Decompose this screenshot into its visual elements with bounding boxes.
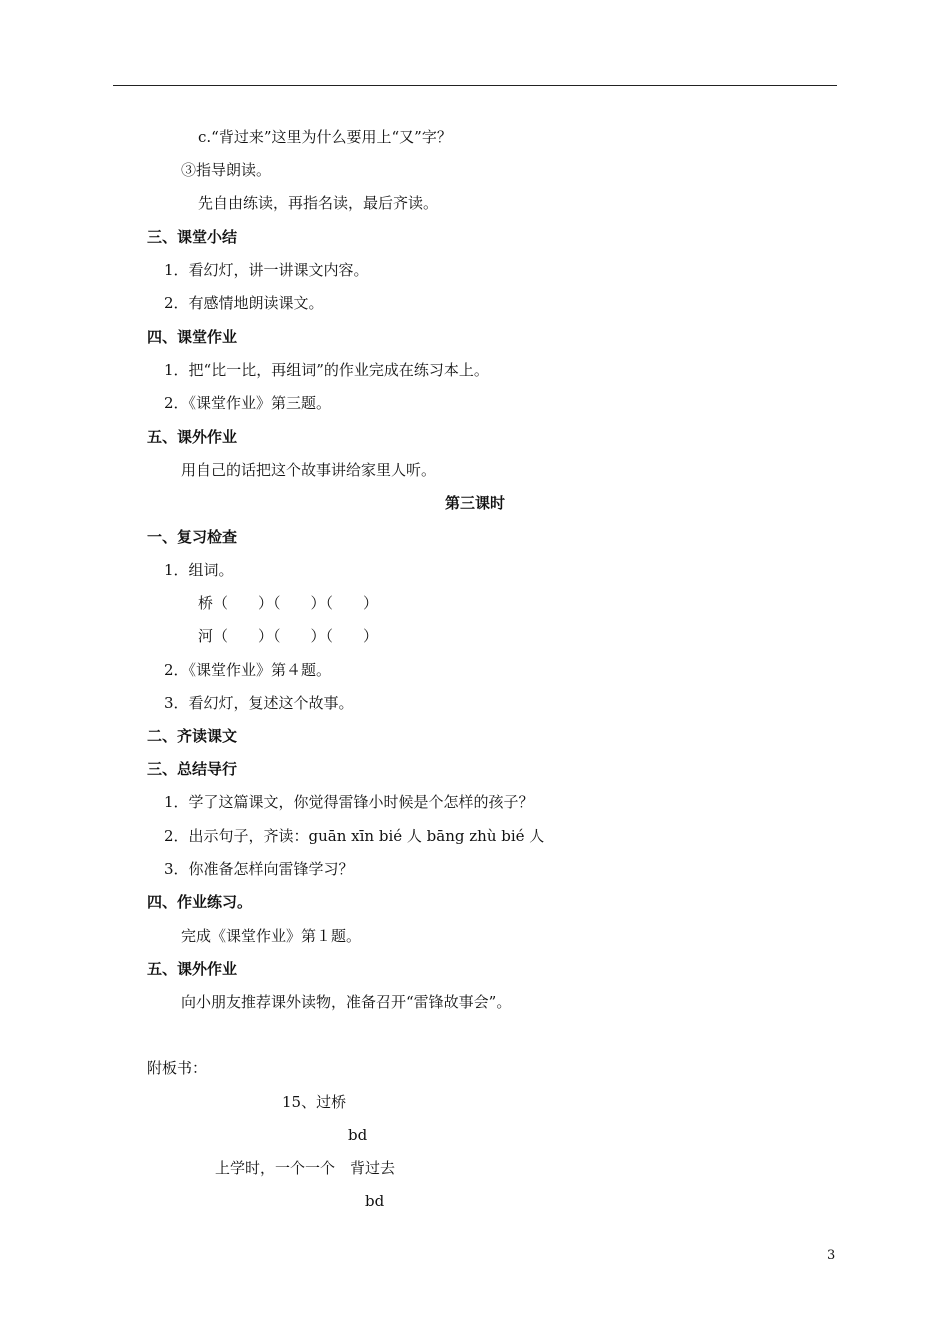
board-label: 附板书： <box>147 1059 208 1077</box>
review-item-3: 3．看幻灯，复述这个故事。 <box>164 694 354 712</box>
homework-text: 用自己的话把这个故事讲给家里人听。 <box>181 461 437 479</box>
review-item-2: 2．《课堂作业》第４题。 <box>164 661 332 679</box>
step-3-reading: ③指导朗读。 <box>181 161 272 179</box>
heading-extra-homework: 五、课外作业 <box>147 960 238 978</box>
heading-homework: 五、课外作业 <box>147 428 238 446</box>
heading-review: 一、复习检查 <box>147 528 238 546</box>
word-building-river: 河（ ）（ ）（ ） <box>198 627 379 645</box>
conclusion-item-2: 2．出示句子，齐读：guān xīn bié 人 bāng zhù bié 人 <box>164 827 545 845</box>
heading-read-together: 二、齐读课文 <box>147 727 238 745</box>
word-building-bridge: 桥（ ）（ ）（ ） <box>198 594 379 612</box>
heading-conclusion: 三、总结导行 <box>147 760 238 778</box>
board-line: 上学时，一个一个 背过去 <box>215 1159 396 1177</box>
extra-homework-text: 向小朋友推荐课外读物，准备召开“雷锋故事会”。 <box>181 993 512 1011</box>
summary-item-2: 2．有感情地朗读课文。 <box>164 294 324 312</box>
classwork-item-2: 2．《课堂作业》第三题。 <box>164 394 332 412</box>
header-rule <box>113 85 837 86</box>
classwork-item-1: 1．把“比一比，再组词”的作业完成在练习本上。 <box>164 361 489 379</box>
board-title: 15、过桥 <box>282 1093 347 1111</box>
board-annotation-2: bd <box>365 1192 385 1210</box>
board-annotation-1: bd <box>348 1126 368 1144</box>
practice-text: 完成《课堂作业》第１题。 <box>181 927 362 945</box>
question-c: c.“背过来”这里为什么要用上“又”字？ <box>198 128 452 146</box>
lesson-three-title: 第三课时 <box>444 494 505 512</box>
page-number: 3 <box>827 1248 836 1263</box>
reading-method: 先自由练读，再指名读，最后齐读。 <box>198 194 439 212</box>
conclusion-item-3: 3．你准备怎样向雷锋学习？ <box>164 860 354 878</box>
heading-classwork: 四、课堂作业 <box>147 328 238 346</box>
conclusion-item-1: 1．学了这篇课文，你觉得雷锋小时候是个怎样的孩子？ <box>164 793 534 811</box>
heading-summary: 三、课堂小结 <box>147 228 238 246</box>
review-item-1: 1．组词。 <box>164 561 234 579</box>
heading-practice: 四、作业练习。 <box>147 893 253 911</box>
summary-item-1: 1．看幻灯，讲一讲课文内容。 <box>164 261 369 279</box>
